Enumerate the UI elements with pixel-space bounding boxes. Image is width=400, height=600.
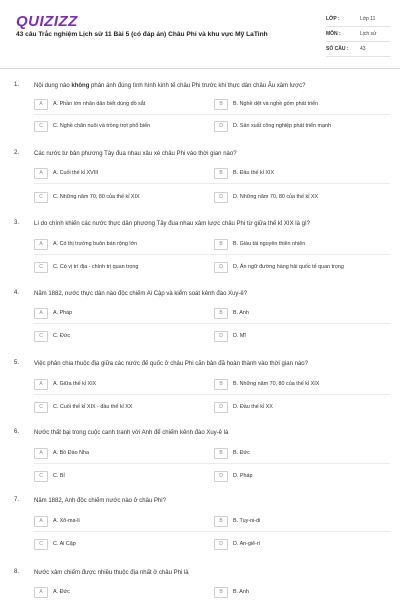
option-letter-box: A bbox=[34, 99, 48, 110]
meta-value: 43 bbox=[360, 46, 366, 52]
option-text: C. Đức bbox=[53, 333, 71, 339]
option-letter-box: B bbox=[214, 308, 228, 319]
meta-label: SỐ CÂU : bbox=[326, 46, 349, 52]
option-text: A. Pháp bbox=[53, 310, 73, 316]
option-text: A. Giữa thế kỉ XIX bbox=[53, 381, 97, 387]
meta-label: MÔN : bbox=[326, 31, 341, 37]
option-text: D. An-giê-ri bbox=[233, 541, 260, 547]
option-text: B. Anh bbox=[233, 310, 249, 316]
option-letter-box: D bbox=[214, 262, 228, 273]
option-text: B. Đầu thế kỉ XIX bbox=[233, 170, 275, 176]
page-header bbox=[0, 0, 400, 68]
option-letter-box: B bbox=[214, 516, 228, 527]
option-letter-box: D bbox=[214, 121, 228, 132]
question-text-part: phản ánh đúng tình hình kinh tế châu Phi trước khi thực dân châu Âu xâm lược? bbox=[89, 83, 306, 89]
quizizz-logo: QUIZIZZ bbox=[16, 13, 78, 30]
question-text bbox=[34, 82, 384, 90]
question-number: 7. bbox=[14, 497, 20, 503]
option-text: D. Đầu thế kỉ XX bbox=[233, 404, 273, 410]
option-letter-box: C bbox=[34, 262, 48, 273]
header-divider bbox=[0, 68, 400, 69]
option-letter-box: B bbox=[214, 168, 228, 179]
option-text: A. Xô-ma-li bbox=[53, 518, 80, 524]
option-separator bbox=[34, 254, 390, 255]
meta-row-count bbox=[326, 42, 390, 57]
question-number: 6. bbox=[14, 429, 20, 435]
option-text: D. Những năm 70, 80 của thế kỉ XX bbox=[233, 194, 319, 200]
question-text: Năm 1882, nước thực dân nào độc chiếm Ai Cập và kiểm soát kênh đào Xuy-ê? bbox=[34, 291, 248, 297]
option-c[interactable] bbox=[34, 119, 150, 133]
option-text: C. Những năm 70, 80 của thế kỉ XIX bbox=[53, 194, 140, 200]
option-separator bbox=[34, 183, 390, 184]
option-letter-box: A bbox=[34, 516, 48, 527]
meta-value: Lịch sử bbox=[360, 31, 377, 37]
option-letter-box: C bbox=[34, 192, 48, 203]
option-text: B. Anh bbox=[233, 589, 249, 595]
option-letter-box: A bbox=[34, 587, 48, 598]
meta-row-subject bbox=[326, 27, 390, 42]
option-text: C. Nghề chăn nuôi và trồng trọt phổ biến bbox=[53, 123, 151, 129]
option-text: D. Pháp bbox=[233, 473, 253, 479]
option-separator bbox=[34, 323, 390, 324]
option-text: A. Đức bbox=[53, 589, 70, 595]
question-text-part: Nội dung nào bbox=[34, 83, 72, 89]
meta-label: LỚP : bbox=[326, 16, 340, 22]
question-text: Năm 1882, Anh độc chiếm nước nào ở châu Phi? bbox=[34, 498, 166, 504]
option-a[interactable] bbox=[34, 97, 145, 111]
option-letter-box: B bbox=[214, 379, 228, 390]
option-b[interactable] bbox=[214, 97, 318, 111]
option-text: C. Ai Cập bbox=[53, 541, 76, 547]
option-a[interactable] bbox=[34, 514, 80, 528]
question-text-bold: không bbox=[71, 83, 90, 89]
option-c[interactable] bbox=[34, 469, 65, 483]
option-letter-box: C bbox=[34, 471, 48, 482]
option-separator bbox=[34, 531, 390, 532]
question-text: Nước xâm chiếm được nhiều thuộc địa nhất ở châu Phi là bbox=[34, 570, 189, 576]
question-text: Lí do chính khiến các nước thực dân phương Tây đua nhau xâm lược châu Phi từ giữa thế kỉ XIX là gì? bbox=[34, 221, 310, 227]
question-text: Việc phân chia thuộc địa giữa các nước đế quốc ở châu Phi căn bản đã hoàn thành vào thời gian nào? bbox=[34, 361, 308, 367]
option-b[interactable] bbox=[214, 237, 305, 251]
option-letter-box: C bbox=[34, 331, 48, 342]
option-b[interactable] bbox=[214, 377, 319, 391]
question-number: 4. bbox=[14, 290, 20, 296]
option-c[interactable] bbox=[34, 400, 132, 414]
option-letter-box: C bbox=[34, 402, 48, 413]
question-text: Nước thất bại trong cuộc canh tranh với Anh để chiếm kênh đào Xuy-ê là bbox=[34, 430, 229, 436]
option-text: B. Những năm 70, 80 của thế kỉ XIX bbox=[233, 381, 320, 387]
option-letter-box: A bbox=[34, 308, 48, 319]
option-separator bbox=[34, 114, 390, 115]
option-letter-box: B bbox=[214, 448, 228, 459]
option-b[interactable] bbox=[214, 306, 249, 320]
option-d[interactable] bbox=[214, 119, 331, 133]
question-text: Các nước tư bản phương Tây đua nhau xâu xé châu Phi vào thời gian nào? bbox=[34, 151, 237, 157]
option-d[interactable] bbox=[214, 400, 273, 414]
option-letter-box: C bbox=[34, 121, 48, 132]
option-b[interactable] bbox=[214, 446, 250, 460]
option-letter-box: A bbox=[34, 448, 48, 459]
option-text: B. Nghề dệt và nghề gốm phát triển bbox=[233, 101, 319, 107]
option-text: A. Bồ Đào Nha bbox=[53, 450, 89, 456]
question-number: 2. bbox=[14, 150, 20, 156]
option-a[interactable] bbox=[34, 585, 70, 599]
meta-row-class bbox=[326, 12, 390, 27]
document-title: 43 câu Trắc nghiệm Lịch sử 11 Bài 5 (có đáp án) Châu Phi và khu vực Mỹ LaTinh bbox=[16, 31, 268, 38]
option-b[interactable] bbox=[214, 514, 260, 528]
option-d[interactable] bbox=[214, 469, 252, 483]
option-text: D. Mĩ bbox=[233, 333, 246, 339]
option-letter-box: D bbox=[214, 192, 228, 203]
option-letter-box: B bbox=[214, 239, 228, 250]
option-text: A. Phần lớn nhân dân biết dùng đồ sắt bbox=[53, 101, 146, 107]
option-letter-box: D bbox=[214, 331, 228, 342]
option-d[interactable] bbox=[214, 260, 344, 274]
option-letter-box: B bbox=[214, 99, 228, 110]
option-c[interactable] bbox=[34, 537, 76, 551]
option-a[interactable] bbox=[34, 377, 96, 391]
option-text: C. Có vị trí địa - chính trị quan trọng bbox=[53, 264, 139, 270]
option-d[interactable] bbox=[214, 537, 260, 551]
option-separator bbox=[34, 463, 390, 464]
option-a[interactable] bbox=[34, 306, 72, 320]
option-text: D. Sản xuất công nghiệp phát triển mạnh bbox=[233, 123, 331, 129]
option-text: C. Cuối thế kỉ XIX - đầu thế kỉ XX bbox=[53, 404, 133, 410]
question-number: 3. bbox=[14, 220, 20, 226]
option-c[interactable] bbox=[34, 260, 138, 274]
option-a[interactable] bbox=[34, 446, 89, 460]
question-number: 1. bbox=[14, 82, 20, 88]
option-letter-box: D bbox=[214, 402, 228, 413]
option-d[interactable] bbox=[214, 190, 318, 204]
option-separator bbox=[34, 394, 390, 395]
option-text: A. Có thị trường buôn bán rộng lớn bbox=[53, 241, 138, 247]
question-number: 5. bbox=[14, 360, 20, 366]
option-text: B. Đức bbox=[233, 450, 250, 456]
option-a[interactable] bbox=[34, 237, 137, 251]
option-c[interactable] bbox=[34, 329, 70, 343]
option-letter-box: B bbox=[214, 587, 228, 598]
option-d[interactable] bbox=[214, 329, 246, 343]
option-text: D. Án ngữ đường hàng hải quốc tế quan trọng bbox=[233, 264, 344, 270]
option-text: A. Cuối thế kỉ XVIII bbox=[53, 170, 99, 176]
option-letter-box: D bbox=[214, 471, 228, 482]
option-b[interactable] bbox=[214, 585, 249, 599]
option-letter-box: A bbox=[34, 168, 48, 179]
option-letter-box: D bbox=[214, 539, 228, 550]
meta-value: Lớp 11 bbox=[360, 16, 376, 22]
question-number: 8. bbox=[14, 569, 20, 575]
option-letter-box: A bbox=[34, 239, 48, 250]
option-text: B. Tuy-ni-di bbox=[233, 518, 261, 524]
option-text: B. Giàu tài nguyên thiên nhiên bbox=[233, 241, 306, 247]
option-letter-box: C bbox=[34, 539, 48, 550]
option-c[interactable] bbox=[34, 190, 140, 204]
option-letter-box: A bbox=[34, 379, 48, 390]
option-b[interactable] bbox=[214, 166, 274, 180]
option-a[interactable] bbox=[34, 166, 98, 180]
option-text: C. Bỉ bbox=[53, 473, 65, 479]
meta-panel bbox=[326, 12, 390, 57]
